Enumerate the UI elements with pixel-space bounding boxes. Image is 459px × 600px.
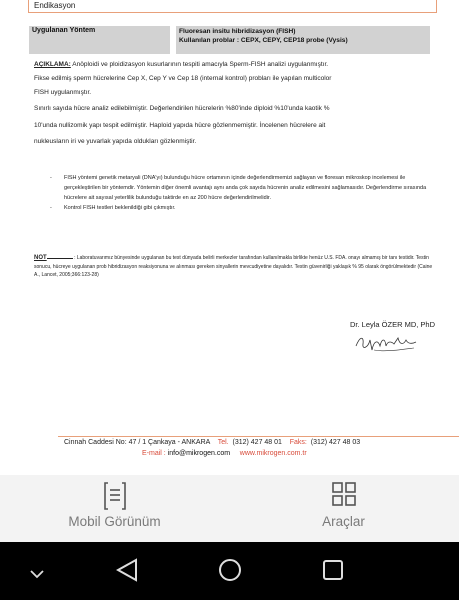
method-line-1: Fluoresan insitu hibridizasyon (FISH) (179, 28, 296, 35)
android-nav-bar (0, 542, 459, 600)
explanation-text: Anöploidi ve ploidizasyon kusurlarının tespiti amacıyla Sperm-FISH analizi uygulanmıştır. (70, 61, 329, 68)
fax-value: (312) 427 48 03 (310, 439, 361, 446)
explanation-label: AÇIKLAMA: (34, 61, 71, 68)
home-icon[interactable] (218, 558, 242, 587)
method-line-2: Kullanılan problar : CEPX, CEPY, CEP18 probe (Vysis) (179, 37, 348, 44)
footer-web-line (142, 450, 307, 457)
method-label-cell: Uygulanan Yöntem (29, 26, 170, 54)
fax-label: Faks: (289, 439, 307, 446)
tools-label: Araçlar (322, 514, 365, 529)
bullet-item: - FISH yöntemi genetik metaryali (DNA'yı) bulunduğu hücre ortamının içinde değerlendirmemizi sağlayan ve floresan mikroskop incelemesi ile gerçekleştirilen bir yöntemdir. Yöntemin diğer önemli avantajı aynı anda çok sayıda hücrenin analiz edilmesini sağlamasıdır. Değerlendirme sırasında hücrelere ait sayısal yeterlilik bulunduğu taktirde en az 200 hücre değerlendirilmelidir. (50, 175, 427, 201)
explanation-line-3: FISH uygulanmıştır. (34, 89, 92, 96)
indication-box: Endikasyon (28, 0, 437, 13)
explanation-line-6: nukleusların iri ve yuvarlak yapıda oldukları gözlenmiştir. (34, 138, 197, 145)
explanation-line-4: Sınırlı sayıda hücre analiz edilebilmiştir. Değerlendirilen hücrelerin %80'inde diploid %10'unda kaotik % (34, 105, 330, 112)
web-link[interactable]: www.mikrogen.com.tr (239, 450, 307, 457)
email-value: info@mikrogen.com (167, 450, 231, 457)
mobile-view-button[interactable] (0, 475, 229, 542)
tel-label: Tel. (217, 439, 229, 446)
tools-button[interactable] (229, 475, 458, 542)
explanation-line-2: Fikse edilmiş sperm hücrelerine Cep X, Cep Y ve Cep 18 (internal kontrol) probları ile yapılan multicolor (34, 75, 332, 82)
explanation-line-1 (34, 60, 434, 71)
explanation-line-5: 10'unda nullizomik yapı tespit edilmiştir. Haploid yapıda hücre gözlenmemiştir. İncelenen hücrelere ait (34, 122, 326, 129)
mobile-view-label: Mobil Görünüm (68, 514, 161, 529)
grid-icon (332, 482, 356, 511)
recents-icon[interactable] (322, 559, 344, 586)
email-label: E-mail : (142, 450, 166, 457)
bullet-text: Kontrol FISH testleri beklenildiği gibi çıkmıştır. (64, 205, 176, 211)
note-label: NOT (34, 255, 47, 261)
footer-divider (58, 436, 459, 437)
note-block (34, 254, 434, 280)
footer-contact-line (64, 439, 360, 446)
signature-scribble (354, 332, 424, 359)
bullet-item: - Kontrol FISH testleri beklenildiği gibi çıkmıştır. (50, 205, 176, 211)
note-text: : Laboratuvarımız bünyesinde uygulanan bu test dünyada belirli merkezler tarafından kullanılmakla birlikte henüz U.S. FDA. onayı almamış bir tanı testidir. Testin sonucu, hücreye uygulanan prob hibridizasyon reaksiyonuna ve alınması gereken sinyallerin mevcudiyetine dayalıdır. Testin güvenirliği yaklaşık % 95 olarak öngörülmektedir (Caine A., Lancet, 2005;366:123-28) (34, 255, 433, 278)
footer-address: Cinnah Caddesi No: 47 / 1 Çankaya - ANKARA (64, 439, 210, 446)
signature-name: Dr. Leyla ÖZER MD, PhD (350, 320, 436, 329)
bullet-list (50, 173, 435, 213)
method-value-cell (176, 26, 430, 54)
bottom-toolbar (0, 475, 459, 542)
back-icon[interactable] (116, 558, 138, 587)
document-icon (104, 482, 126, 515)
tel-value: (312) 427 48 01 (232, 439, 282, 446)
chevron-down-icon[interactable] (30, 566, 44, 584)
bullet-text: FISH yöntemi genetik metaryali (DNA'yı) bulunduğu hücre ortamının içinde değerlendirmemizi sağlayan ve floresan mikroskop incelemesi ile gerçekleştirilen bir yöntemdir. Yöntemin diğer önemli avantajı aynı anda çok sayıda hücrenin analiz edilmesini sağlamasıdır. Değerlendirme sırasında hücrelere ait sayısal yeterlilik bulunduğu taktirde en az 200 hücre değerlendirilmelidir. (64, 175, 427, 201)
